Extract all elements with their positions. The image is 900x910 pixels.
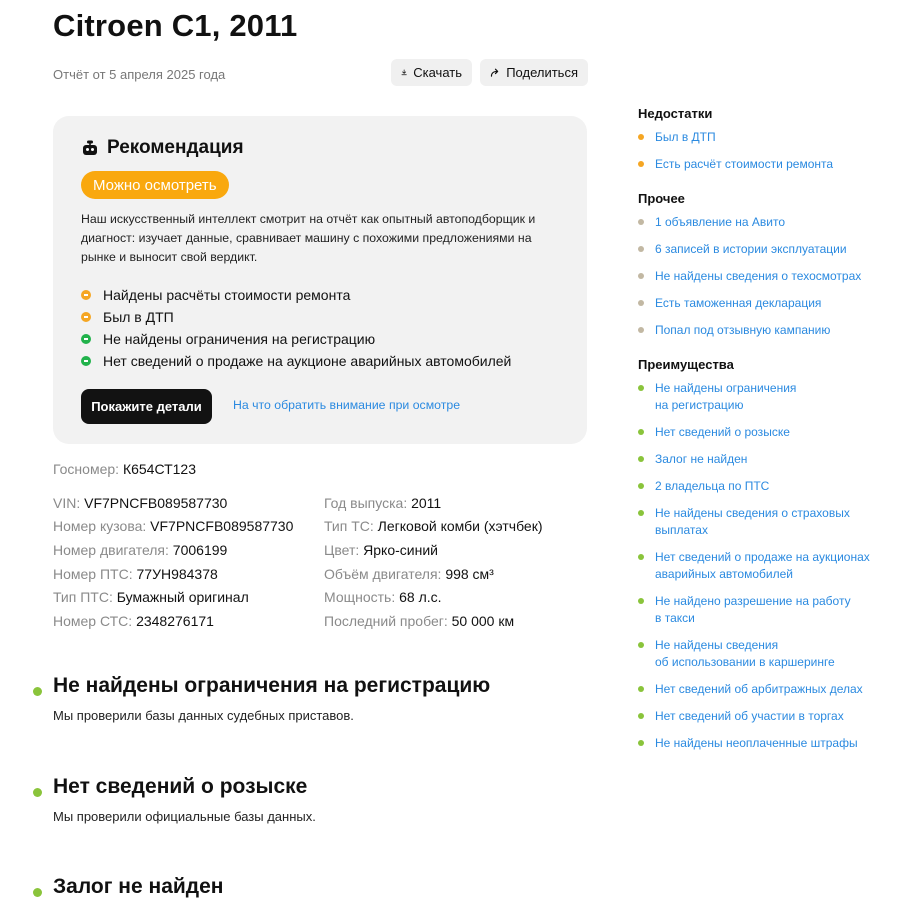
section-bullet — [33, 788, 42, 797]
spec-power: Мощность: 68 л.с. — [324, 589, 442, 606]
recommendation-item: Найдены расчёты стоимости ремонта — [81, 284, 511, 306]
download-icon — [401, 66, 407, 79]
recommendation-item: Был в ДТП — [81, 306, 511, 328]
section-text: Мы проверили официальные базы данных. — [53, 809, 316, 824]
sidebar-group-title: Прочее — [638, 191, 685, 206]
bullet-icon — [638, 134, 644, 140]
summary-sidebar — [638, 106, 888, 762]
verdict-badge: Можно осмотреть — [81, 171, 229, 199]
spec-engine-number: Номер двигателя: 7006199 — [53, 541, 228, 558]
bullet-icon — [638, 219, 644, 225]
spec-mileage: Последний пробег: 50 000 км — [324, 612, 515, 629]
sidebar-link[interactable]: Нет сведений об участии в торгах — [638, 708, 888, 725]
spec-pts-number: Номер ПТС: 77УН984378 — [53, 565, 218, 582]
spec-vehicle-type: Тип ТС: Легковой комби (хэтчбек) — [324, 518, 543, 535]
warning-icon — [81, 312, 91, 322]
section-title: Залог не найден — [53, 875, 224, 898]
section-bullet — [33, 687, 42, 696]
sidebar-link[interactable]: Нет сведений о розыске — [638, 424, 888, 441]
sidebar-link[interactable]: Был в ДТП — [638, 129, 888, 146]
show-details-button[interactable]: Покажите детали — [81, 389, 212, 424]
recommendation-list — [81, 284, 511, 372]
bullet-icon — [638, 429, 644, 435]
bullet-icon — [638, 246, 644, 252]
bullet-icon — [638, 642, 644, 648]
robot-icon — [81, 139, 99, 157]
recommendation-item: Нет сведений о продаже на аукционе аварийных автомобилей — [81, 350, 511, 372]
sidebar-link[interactable]: Нет сведений о продаже на аукционах аварийных автомобилей — [638, 549, 888, 583]
check-icon — [81, 356, 91, 366]
warning-icon — [81, 290, 91, 300]
bullet-icon — [638, 598, 644, 604]
sidebar-link[interactable]: Попал под отзывную кампанию — [638, 322, 888, 339]
share-label: Поделиться — [506, 65, 578, 80]
section-bullet — [33, 888, 42, 897]
bullet-icon — [638, 510, 644, 516]
sidebar-link[interactable]: Не найдены ограничения на регистрацию — [638, 380, 888, 414]
recommendation-title: Рекомендация — [107, 137, 244, 158]
sidebar-link[interactable]: Есть таможенная декларация — [638, 295, 888, 312]
spec-pts-type: Тип ПТС: Бумажный оригинал — [53, 589, 249, 606]
spec-vin: VIN: VF7PNCFB089587730 — [53, 494, 228, 511]
share-button[interactable] — [480, 59, 588, 86]
sidebar-link[interactable]: Нет сведений об арбитражных делах — [638, 681, 888, 698]
inspection-tips-link[interactable]: На что обратить внимание при осмотре — [233, 398, 461, 412]
spec-body-number: Номер кузова: VF7PNCFB089587730 — [53, 518, 294, 535]
section-text: Мы проверили базы данных судебных приставов. — [53, 708, 354, 723]
recommendation-card — [53, 116, 587, 444]
specs-right — [324, 491, 543, 633]
share-icon — [490, 66, 500, 79]
spec-color: Цвет: Ярко-синий — [324, 541, 438, 558]
sidebar-link[interactable]: Не найдены сведения об использовании в каршеринге — [638, 637, 888, 671]
sidebar-link[interactable]: 2 владельца по ПТС — [638, 478, 888, 495]
recommendation-item: Не найдены ограничения на регистрацию — [81, 328, 511, 350]
sidebar-link[interactable]: Не найдены неоплаченные штрафы — [638, 735, 888, 752]
bullet-icon — [638, 161, 644, 167]
bullet-icon — [638, 554, 644, 560]
specs-left — [53, 491, 293, 633]
sidebar-link[interactable]: Не найдены сведения о техосмотрах — [638, 268, 888, 285]
plate-number: Госномер: К654СТ123 — [53, 461, 197, 477]
sidebar-link[interactable]: Не найдены сведения о страховых выплатах — [638, 505, 888, 539]
download-button[interactable] — [391, 59, 472, 86]
spec-engine-volume: Объём двигателя: 998 см³ — [324, 565, 494, 582]
bullet-icon — [638, 327, 644, 333]
bullet-icon — [638, 273, 644, 279]
page-title: Citroen C1, 2011 — [53, 8, 298, 43]
download-label: Скачать — [413, 65, 462, 80]
spec-year: Год выпуска: 2011 — [324, 494, 442, 511]
bullet-icon — [638, 385, 644, 391]
section-title: Не найдены ограничения на регистрацию — [53, 674, 491, 697]
report-date: Отчёт от 5 апреля 2025 года — [53, 67, 226, 82]
recommendation-description: Наш искусственный интеллект смотрит на отчёт как опытный автоподборщик и диагност: изучает данные, сравнивает машину с похожими предложениями на рынке и выносит свой вердикт. — [81, 212, 536, 264]
spec-sts-number: Номер СТС: 2348276171 — [53, 612, 214, 629]
bullet-icon — [638, 713, 644, 719]
bullet-icon — [638, 686, 644, 692]
sidebar-link[interactable]: Не найдено разрешение на работу в такси — [638, 593, 888, 627]
sidebar-link[interactable]: 6 записей в истории эксплуатации — [638, 241, 888, 258]
bullet-icon — [638, 483, 644, 489]
bullet-icon — [638, 740, 644, 746]
check-icon — [81, 334, 91, 344]
bullet-icon — [638, 300, 644, 306]
section-title: Нет сведений о розыске — [53, 775, 308, 798]
sidebar-group-title: Преимущества — [638, 357, 734, 372]
sidebar-link[interactable]: Есть расчёт стоимости ремонта — [638, 156, 888, 173]
recommendation-heading — [81, 137, 244, 159]
bullet-icon — [638, 456, 644, 462]
sidebar-link[interactable]: 1 объявление на Авито — [638, 214, 888, 231]
sidebar-group-title: Недостатки — [638, 106, 713, 121]
sidebar-link[interactable]: Залог не найден — [638, 451, 888, 468]
